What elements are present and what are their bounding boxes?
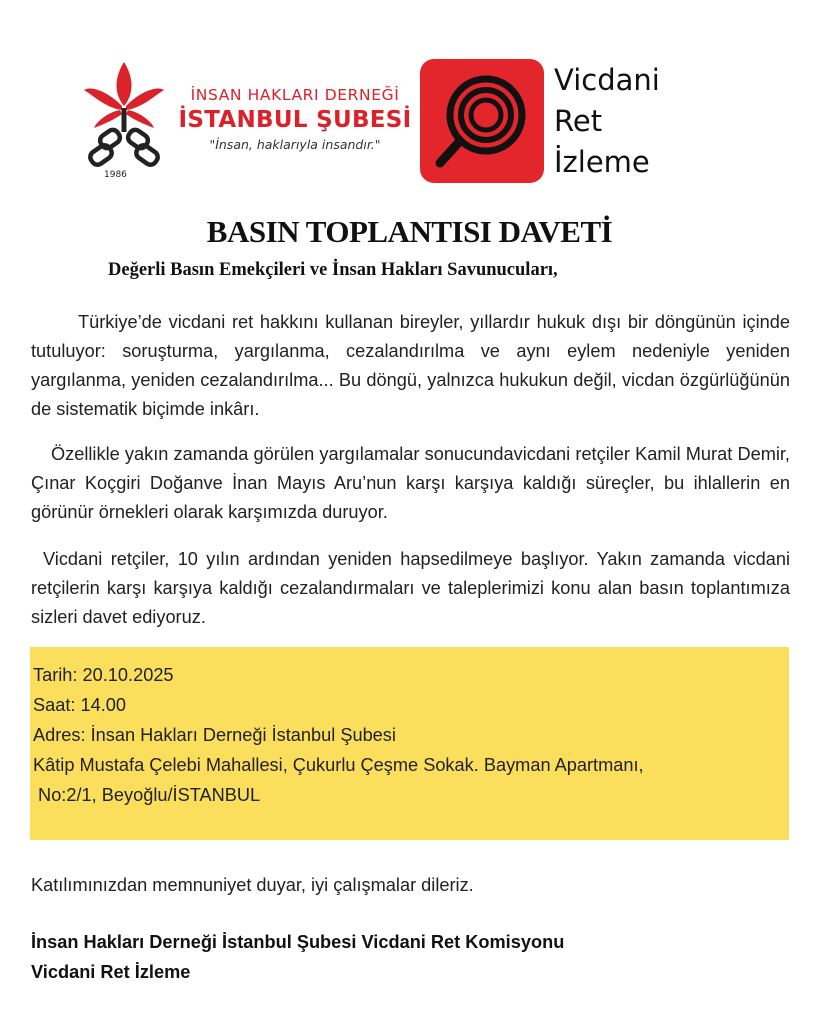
paragraph-3: Vicdani retçiler, 10 yılın ardından yeniden hapsedilmeye başlıyor. Yakın zamanda vicdani retçilerin karşı karşıya kaldığı cezalandırmaları ve taleplerimizi konu alan basın toplantımıza sizleri davet ediyoruz. [31, 549, 790, 627]
ihd-name: İNSAN HAKLARI DERNEĞİ [190, 86, 400, 104]
salutation: Değerli Basın Emekçileri ve İnsan Hakları Savunucuları, [108, 260, 558, 280]
ihd-founding-year: 1986 [104, 170, 127, 180]
signature-line-2: Vicdani Ret İzleme [31, 962, 191, 982]
vri-line3: İzleme [554, 145, 650, 179]
vri-logo-icon [420, 59, 544, 183]
event-time: Saat: 14.00 [33, 695, 127, 715]
vri-line1: Vicdani [554, 63, 660, 97]
ihd-motto: "İnsan, haklarıyla insandır." [209, 137, 381, 152]
closing-text: Katılımınızdan memnuniyet duyar, iyi çalışmalar dileriz. [31, 875, 474, 895]
vri-line2: Ret [554, 104, 603, 138]
ihd-branch: İSTANBUL ŞUBESİ [178, 107, 412, 133]
paragraph-2: Özellikle yakın zamanda görülen yargılamalar sonucundavicdani retçiler Kamil Murat Demir, Çınar Koçgiri Doğanve İnan Mayıs Aru’nun karşı karşıya kaldığı süreçler, bu ihlallerin en görünür örnekleri olarak karşımızda duruyor. [31, 444, 790, 522]
event-address-3: No:2/1, Beyoğlu/İSTANBUL [33, 785, 261, 805]
vri-wordmark [554, 60, 660, 183]
ihd-wordmark [175, 86, 415, 152]
signature-line-1: İnsan Hakları Derneği İstanbul Şubesi Vicdani Ret Komisyonu [31, 932, 565, 952]
paragraph-1: Türkiye’de vicdani ret hakkını kullanan bireyler, yıllardır hukuk dışı bir döngünün içinde tutuluyor: soruşturma, yargılanma, cezalandırılma ve aynı eylem nedeniyle yeniden yargılanma, yeniden cezalandırılma... Bu döngü, yalnızca hukukun değil, vicdan özgürlüğünün de sistematik biçimde inkârı. [31, 312, 790, 419]
event-info-box [30, 647, 789, 840]
event-address-1: Adres: İnsan Hakları Derneği İstanbul Şubesi [33, 725, 396, 745]
page-title: BASIN TOPLANTISI DAVETİ [206, 214, 613, 249]
event-date: Tarih: 20.10.2025 [33, 665, 174, 685]
event-address-2: Kâtip Mustafa Çelebi Mahallesi, Çukurlu Çeşme Sokak. Bayman Apartmanı, [33, 755, 644, 775]
